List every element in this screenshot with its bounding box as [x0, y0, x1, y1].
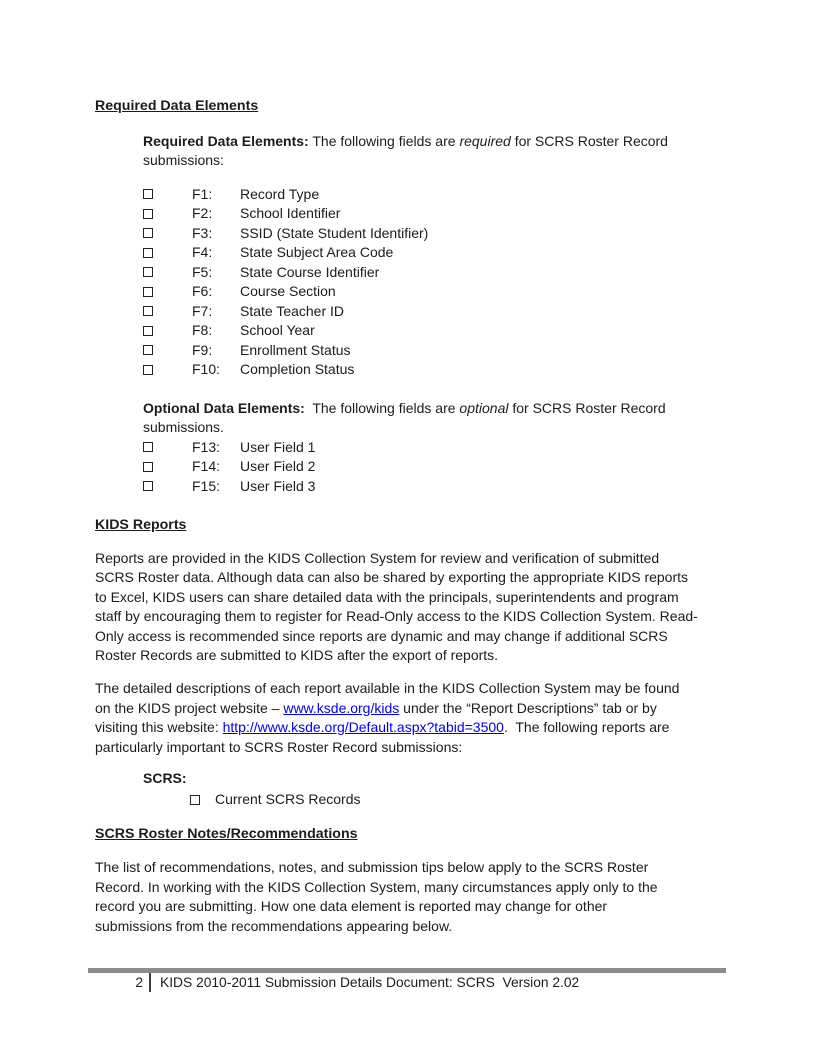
section-heading-kids-reports: KIDS Reports [95, 517, 187, 533]
text-line [143, 399, 726, 419]
page-number: 2 [135, 975, 143, 990]
field-number: F8: [192, 322, 213, 338]
field-list-item [143, 224, 726, 244]
field-number: F13: [192, 438, 221, 455]
text-run: particularly important to SCRS Roster Record submissions: [95, 738, 463, 755]
field-number: F2: [192, 205, 213, 221]
field-list-item [143, 282, 726, 302]
field-description: State Teacher ID [240, 302, 345, 319]
text-run: SCRS Roster data. Although data can also be shared by exporting the appropriate KIDS reports [95, 569, 689, 585]
field-description: School Year [240, 322, 315, 338]
checkbox-cell [143, 243, 192, 263]
text-run: submissions: [143, 152, 224, 168]
scrs-report-list [95, 790, 726, 810]
field-number: F5: [192, 263, 213, 280]
field-description: Enrollment Status [240, 341, 351, 358]
optional-intro-paragraph [143, 399, 726, 438]
text-line [95, 738, 726, 758]
field-list-item [143, 263, 726, 283]
empty-checkbox-icon [143, 287, 153, 297]
field-number: F9: [192, 341, 213, 358]
field-description: User Field 3 [240, 477, 316, 494]
checkbox-cell [143, 477, 192, 497]
hyperlink[interactable]: http://www.ksde.org/Default.aspx?tabid=3500 [222, 719, 504, 735]
text-run: submissions. [143, 419, 224, 435]
field-list-item [143, 341, 726, 361]
kids-reports-paragraph-2 [95, 679, 726, 757]
bold-text: Required Data Elements: [143, 132, 309, 149]
empty-checkbox-icon [143, 189, 153, 199]
empty-checkbox-icon [143, 228, 153, 238]
text-line [95, 646, 726, 666]
page-footer [95, 973, 579, 992]
required-fields-list [95, 185, 726, 380]
field-list-item [143, 360, 726, 380]
field-list-item [143, 302, 726, 322]
footer-separator [149, 973, 151, 992]
field-number: F7: [192, 302, 213, 319]
text-line [143, 151, 726, 171]
footer-divider-bar [88, 968, 726, 973]
text-line [143, 418, 726, 438]
empty-checkbox-icon [190, 795, 200, 805]
text-run: to Excel, KIDS users can share detailed data with the principals, superintendents and program [95, 588, 679, 605]
field-number: F4: [192, 244, 213, 260]
checkbox-cell [143, 341, 192, 361]
text-line [95, 549, 726, 569]
field-description: Course Section [240, 283, 336, 299]
text-line [95, 588, 726, 608]
text-run: Only access is recommended since reports are dynamic and may change if additional SCRS [95, 627, 668, 644]
footer-text: KIDS 2010-2011 Submission Details Document: SCRS Version 2.02 [160, 975, 580, 990]
kids-reports-paragraph-1 [95, 549, 726, 666]
hyperlink[interactable]: www.ksde.org/kids [283, 699, 400, 716]
empty-checkbox-icon [143, 326, 153, 336]
text-line [95, 897, 726, 917]
section-heading-scrs-roster-notes: SCRS Roster Notes/Recommendations [95, 826, 358, 842]
field-number: F14: [192, 458, 221, 474]
notes-paragraph [95, 858, 726, 936]
field-list-item [143, 185, 726, 205]
text-run: The list of recommendations, notes, and submission tips below apply to the SCRS Roster [95, 859, 649, 875]
text-run: . The following reports are [503, 719, 670, 735]
empty-checkbox-icon [143, 306, 153, 316]
empty-checkbox-icon [143, 209, 153, 219]
text-line [95, 718, 726, 738]
scrs-label: SCRS: [143, 770, 187, 786]
checkbox-cell [190, 790, 215, 810]
empty-checkbox-icon [143, 345, 153, 355]
field-number: F6: [192, 283, 213, 299]
text-run: The detailed descriptions of each report available in the KIDS Collection System may be found [95, 680, 680, 696]
checkbox-cell [143, 457, 192, 477]
field-number: F15: [192, 477, 221, 494]
field-description: State Subject Area Code [240, 244, 394, 260]
empty-checkbox-icon [143, 462, 153, 472]
text-run: Roster Records are submitted to KIDS after the export of reports. [95, 647, 499, 663]
text-line [95, 568, 726, 588]
italic-text: required [459, 132, 511, 149]
field-number: F1: [192, 185, 213, 202]
text-line [95, 679, 726, 699]
text-run: under the “Report Descriptions” tab or by [399, 699, 657, 716]
checkbox-cell [143, 302, 192, 322]
field-description: User Field 2 [240, 458, 316, 474]
optional-fields-list [95, 438, 726, 497]
text-line [95, 917, 726, 937]
empty-checkbox-icon [143, 442, 153, 452]
section-heading-required-data-elements: Required Data Elements [95, 98, 259, 114]
optional-block [95, 399, 726, 497]
empty-checkbox-icon [143, 365, 153, 375]
text-run: staff by encouraging them to register for Read-Only access to the KIDS Collection System. Read- [95, 608, 698, 624]
report-list-item [190, 790, 726, 810]
field-description: State Course Identifier [240, 263, 380, 280]
field-description: SSID (State Student Identifier) [240, 224, 429, 241]
text-run: submissions from the recommendations appearing below. [95, 917, 453, 934]
field-number: F10: [192, 361, 221, 377]
checkbox-cell [143, 438, 192, 458]
bold-text: Optional Data Elements: [143, 399, 305, 416]
text-run: for SCRS Roster Record [508, 399, 666, 416]
field-list-item [143, 321, 726, 341]
checkbox-cell [143, 185, 192, 205]
italic-text: optional [459, 399, 509, 416]
text-run: for SCRS Roster Record [510, 132, 668, 149]
required-intro-paragraph [143, 132, 726, 171]
checkbox-cell [143, 263, 192, 283]
text-line [95, 858, 726, 878]
text-run: The following fields are [308, 132, 460, 149]
field-list-item [143, 477, 726, 497]
checkbox-cell [143, 321, 192, 341]
checkbox-cell [143, 224, 192, 244]
field-number: F3: [192, 224, 213, 241]
text-line [95, 878, 726, 898]
field-list-item [143, 204, 726, 224]
text-line [95, 699, 726, 719]
field-list-item [143, 243, 726, 263]
checkbox-cell [143, 360, 192, 380]
text-run: The following fields are [304, 399, 460, 416]
empty-checkbox-icon [143, 248, 153, 258]
text-line [95, 607, 726, 627]
field-list-item [143, 438, 726, 458]
text-run: on the KIDS project website – [95, 699, 284, 716]
field-description: School Identifier [240, 205, 341, 221]
field-list-item [143, 457, 726, 477]
text-run: record you are submitting. How one data element is reported may change for other [95, 898, 608, 914]
empty-checkbox-icon [143, 481, 153, 491]
field-description: Record Type [240, 185, 320, 202]
text-run: visiting this website: [95, 719, 223, 735]
report-name: Current SCRS Records [215, 791, 361, 807]
text-line [143, 132, 726, 152]
checkbox-cell [143, 204, 192, 224]
checkbox-cell [143, 282, 192, 302]
field-description: Completion Status [240, 361, 355, 377]
text-run: Record. In working with the KIDS Collection System, many circumstances apply only to the [95, 878, 658, 895]
empty-checkbox-icon [143, 267, 153, 277]
text-line [95, 627, 726, 647]
text-run: Reports are provided in the KIDS Collection System for review and verification of submitted [95, 549, 660, 566]
field-description: User Field 1 [240, 438, 316, 455]
